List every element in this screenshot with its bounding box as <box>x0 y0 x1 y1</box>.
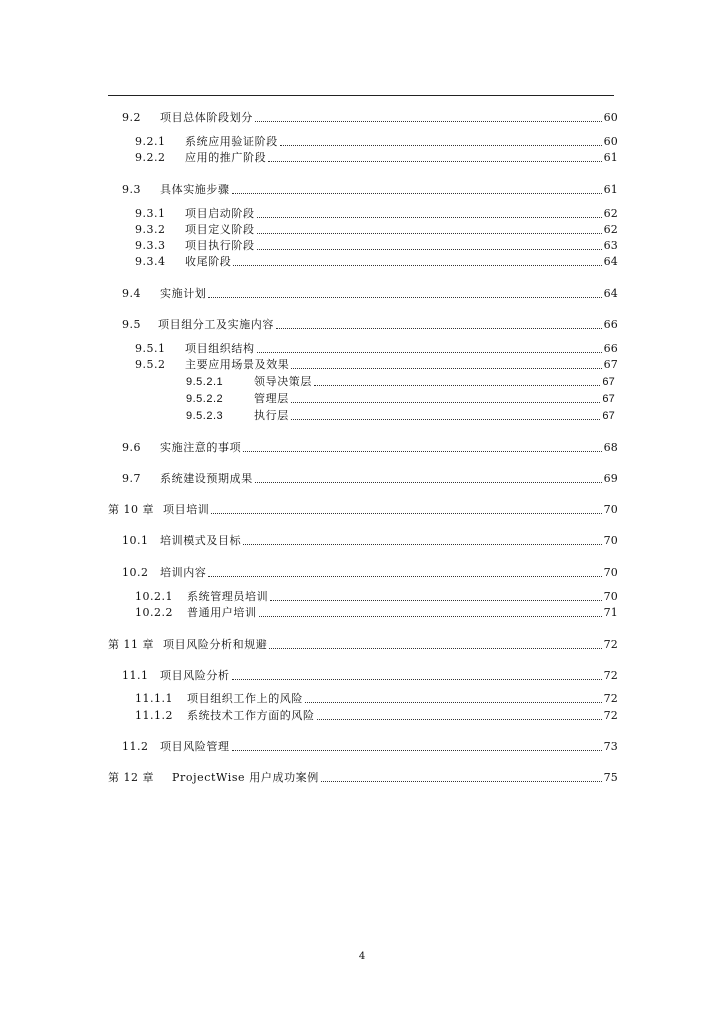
toc-entry-number: 9.5.2.3 <box>186 410 224 422</box>
toc-entry-page: 64 <box>603 287 618 300</box>
toc-entry-page: 66 <box>603 342 618 355</box>
dot-leader <box>268 161 601 162</box>
toc-entry-title: 应用的推广阶段 <box>185 151 267 164</box>
dot-leader <box>280 145 602 146</box>
dot-leader <box>257 352 602 353</box>
dot-leader <box>276 328 602 329</box>
toc-entry-title: 领导决策层 <box>254 376 312 388</box>
toc-entry[interactable] <box>122 182 618 198</box>
dot-leader <box>243 544 601 545</box>
toc-chapter-entry[interactable] <box>108 502 618 518</box>
toc-entry[interactable] <box>135 708 618 724</box>
toc-entry-number: 9.3.4 <box>135 255 166 268</box>
toc-entry[interactable] <box>122 533 618 549</box>
toc-entry-page: 72 <box>603 709 618 722</box>
toc-entry-page: 61 <box>603 183 618 196</box>
toc-entry-number: 9.3 <box>122 183 141 196</box>
toc-entry-title: 项目执行阶段 <box>185 239 255 252</box>
toc-entry-page: 70 <box>603 566 618 579</box>
toc-entry-title: 项目培训 <box>163 503 210 516</box>
toc-entry[interactable] <box>122 739 618 755</box>
toc-entry-page: 66 <box>603 318 618 331</box>
toc-entry-number: 9.5.2.2 <box>186 393 224 405</box>
toc-entry-number: 第 11 章 <box>108 638 154 651</box>
toc-entry-number: 10.2.2 <box>135 606 173 619</box>
dot-leader <box>269 648 601 649</box>
toc-entry[interactable] <box>122 110 618 126</box>
toc-entry-number: 9.3.3 <box>135 239 166 252</box>
toc-entry-number: 9.3.1 <box>135 207 166 220</box>
toc-entry-number: 第 12 章 <box>108 771 154 784</box>
toc-entry-title: 具体实施步骤 <box>160 183 230 196</box>
dot-leader <box>317 719 602 720</box>
dot-leader <box>211 513 601 514</box>
dot-leader <box>257 249 602 250</box>
dot-leader <box>255 121 602 122</box>
toc-entry[interactable] <box>122 565 618 581</box>
toc-entry-title: 管理层 <box>254 393 289 405</box>
toc-entry-page: 64 <box>603 255 618 268</box>
toc-entry-number: 9.2.2 <box>135 151 166 164</box>
toc-entry-page: 71 <box>603 606 618 619</box>
toc-entry-page: 75 <box>603 771 618 784</box>
toc-entry[interactable] <box>135 150 618 166</box>
toc-entry[interactable] <box>186 374 615 390</box>
toc-entry-title: 系统应用验证阶段 <box>185 135 278 148</box>
toc-entry-number: 9.6 <box>122 441 141 454</box>
toc-entry-number: 9.4 <box>122 287 141 300</box>
toc-entry-page: 67 <box>602 410 615 422</box>
page-number: 4 <box>358 951 366 962</box>
toc-entry-title: 普通用户培训 <box>187 606 257 619</box>
toc-entry-number: 9.7 <box>122 472 141 485</box>
toc-entry-number: 11.2 <box>122 740 149 753</box>
toc-entry-page: 73 <box>603 740 618 753</box>
toc-entry[interactable] <box>186 391 615 407</box>
toc-entry-title: 项目组织工作上的风险 <box>187 692 303 705</box>
toc-entry-title: 项目风险管理 <box>160 740 230 753</box>
toc-entry-title: 实施计划 <box>160 287 207 300</box>
toc-entry-page: 69 <box>603 472 618 485</box>
dot-leader <box>208 576 601 577</box>
toc-entry[interactable] <box>122 668 618 684</box>
dot-leader <box>314 385 600 386</box>
toc-entry-title: 项目组分工及实施内容 <box>158 318 274 331</box>
dot-leader <box>232 679 602 680</box>
toc-entry-title: 系统建设预期成果 <box>160 472 253 485</box>
toc-entry-number: 10.2 <box>122 566 149 579</box>
toc-entry-page: 72 <box>603 669 618 682</box>
toc-entry-number: 9.5.2.1 <box>186 376 224 388</box>
toc-entry-number: 11.1.2 <box>135 709 173 722</box>
dot-leader <box>291 402 601 403</box>
toc-entry-title: 系统技术工作方面的风险 <box>187 709 315 722</box>
dot-leader <box>232 193 602 194</box>
toc-entry-number: 第 10 章 <box>108 503 154 516</box>
toc-entry[interactable] <box>135 238 618 254</box>
dot-leader <box>259 616 602 617</box>
toc-entry[interactable] <box>122 440 618 456</box>
dot-leader <box>291 368 601 369</box>
toc-entry-page: 60 <box>603 111 618 124</box>
toc-entry-number: 9.2.1 <box>135 135 166 148</box>
toc-entry[interactable] <box>135 206 618 222</box>
dot-leader <box>257 233 602 234</box>
toc-entry[interactable] <box>135 357 618 373</box>
toc-entry-title: 项目风险分析 <box>160 669 230 682</box>
toc-chapter-entry[interactable] <box>108 770 618 786</box>
dot-leader <box>305 702 602 703</box>
toc-entry-number: 9.5.1 <box>135 342 166 355</box>
toc-entry-page: 63 <box>603 239 618 252</box>
toc-entry-title: 收尾阶段 <box>185 255 232 268</box>
toc-entry-title: 培训模式及目标 <box>160 534 242 547</box>
toc-entry-page: 67 <box>602 376 615 388</box>
toc-entry-title: 项目组织结构 <box>185 342 255 355</box>
toc-entry-title: ProjectWise 用户成功案例 <box>172 771 319 784</box>
dot-leader <box>232 750 602 751</box>
toc-entry-page: 62 <box>603 223 618 236</box>
toc-entry[interactable] <box>135 134 618 150</box>
toc-entry-page: 72 <box>603 638 618 651</box>
toc-entry-number: 10.1 <box>122 534 149 547</box>
toc-entry-page: 60 <box>603 135 618 148</box>
dot-leader <box>255 482 602 483</box>
toc-entry-page: 70 <box>603 590 618 603</box>
dot-leader <box>257 217 602 218</box>
toc-entry[interactable] <box>186 408 615 424</box>
toc-entry-page: 62 <box>603 207 618 220</box>
dot-leader <box>233 265 601 266</box>
toc-chapter-entry[interactable] <box>108 637 618 653</box>
toc-entry-page: 70 <box>603 534 618 547</box>
toc-entry-page: 68 <box>603 441 618 454</box>
toc-entry[interactable] <box>122 317 618 333</box>
dot-leader <box>208 297 601 298</box>
toc-entry-title: 实施注意的事项 <box>160 441 242 454</box>
toc-entry-title: 系统管理员培训 <box>187 590 269 603</box>
toc-entry-title: 项目总体阶段划分 <box>160 111 253 124</box>
toc-entry-page: 67 <box>603 358 618 371</box>
dot-leader <box>270 600 601 601</box>
toc-entry[interactable] <box>135 222 618 238</box>
toc-entry[interactable] <box>122 286 618 302</box>
dot-leader <box>243 451 601 452</box>
dot-leader <box>291 419 601 420</box>
toc-entry-number: 9.3.2 <box>135 223 166 236</box>
toc-entry-title: 项目启动阶段 <box>185 207 255 220</box>
toc-entry-page: 67 <box>602 393 615 405</box>
toc-entry-number: 9.5 <box>122 318 141 331</box>
toc-entry-title: 项目风险分析和规避 <box>163 638 268 651</box>
toc-entry-title: 培训内容 <box>160 566 207 579</box>
header-rule <box>108 95 614 96</box>
dot-leader <box>321 781 602 782</box>
toc-entry-number: 11.1 <box>122 669 149 682</box>
toc-entry-number: 10.2.1 <box>135 590 173 603</box>
toc-entry-number: 9.2 <box>122 111 141 124</box>
toc-entry-page: 61 <box>603 151 618 164</box>
toc-entry-number: 9.5.2 <box>135 358 166 371</box>
toc-entry[interactable] <box>135 691 618 707</box>
toc-entry[interactable] <box>135 341 618 357</box>
toc-entry[interactable] <box>135 589 618 605</box>
toc-entry[interactable] <box>135 605 618 621</box>
toc-entry-page: 72 <box>603 692 618 705</box>
toc-entry[interactable] <box>122 471 618 487</box>
toc-entry-title: 主要应用场景及效果 <box>185 358 290 371</box>
toc-entry-title: 执行层 <box>254 410 289 422</box>
toc-entry-page: 70 <box>603 503 618 516</box>
toc-entry-number: 11.1.1 <box>135 692 173 705</box>
toc-entry[interactable] <box>135 254 618 270</box>
toc-entry-title: 项目定义阶段 <box>185 223 255 236</box>
